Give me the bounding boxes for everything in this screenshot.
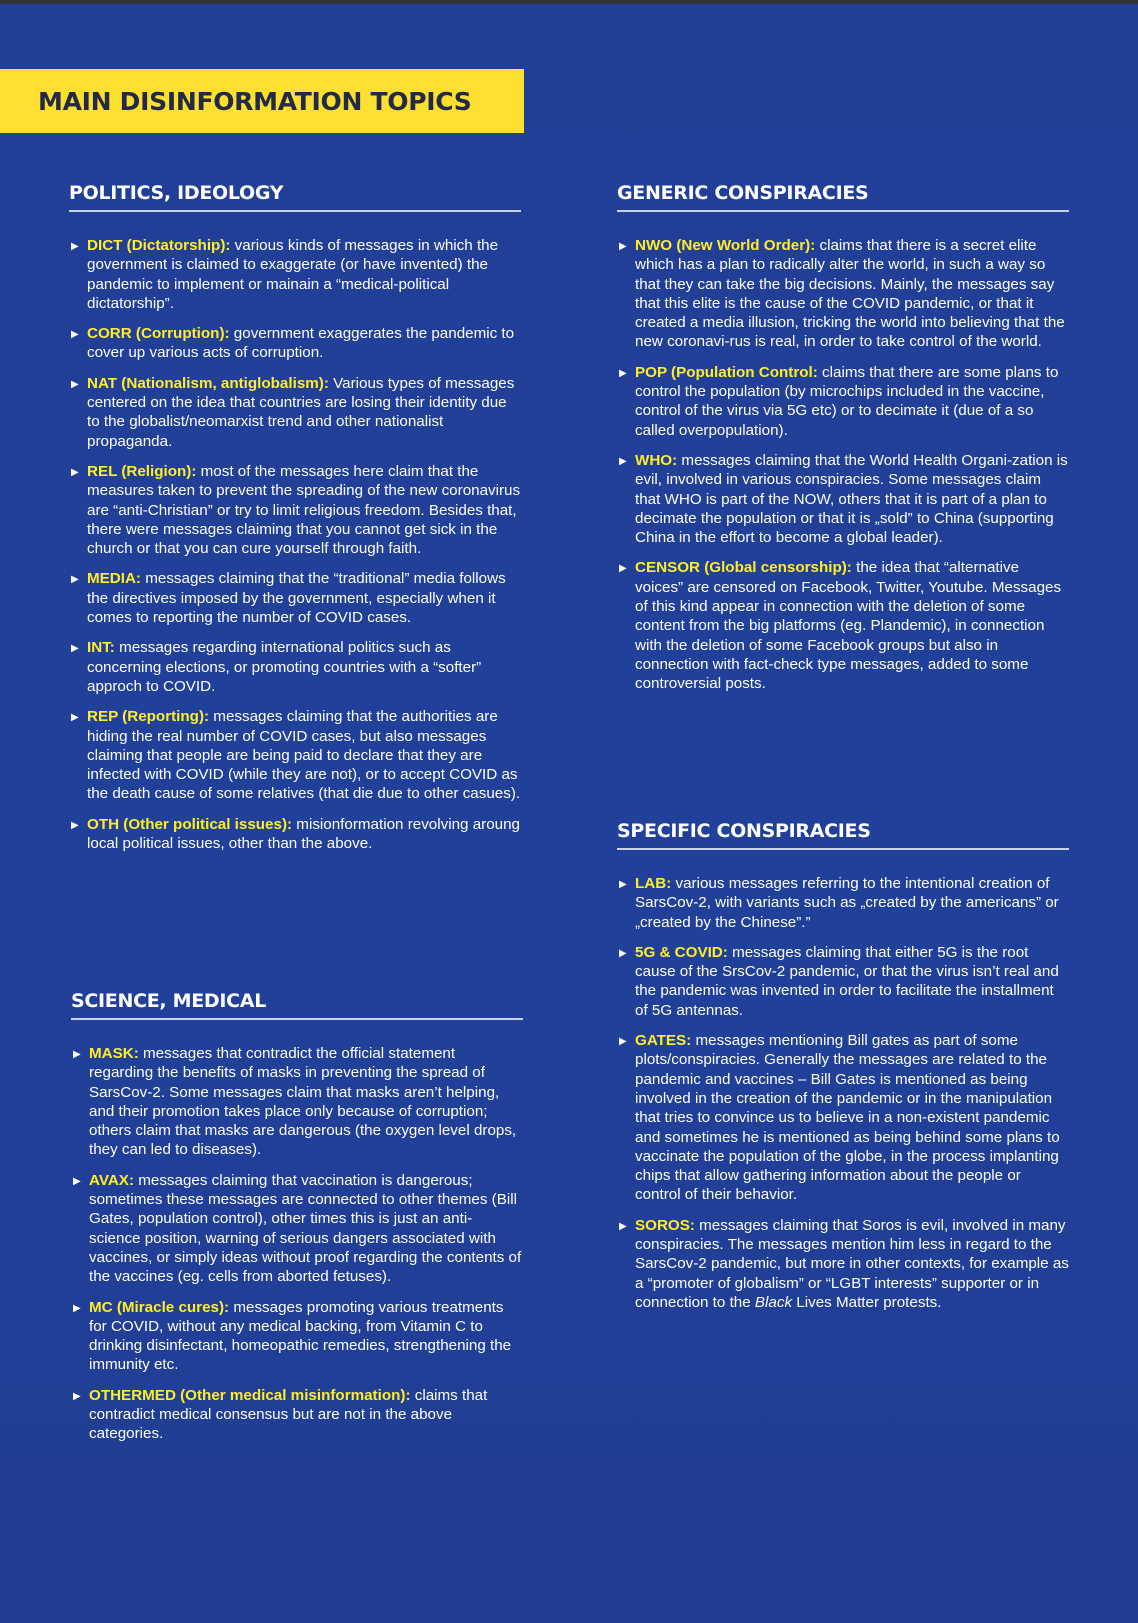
topic-key: CENSOR (Global censorship): [635, 559, 852, 577]
topic-description: messages promoting various treatments for COVID, without any medical backing, from Vitamin C to drinking disinfectant, homeopathic remedies, strengthening the immunity etc. [89, 1298, 512, 1374]
topic-item [71, 1044, 523, 1160]
triangle-bullet-icon: ▶ [71, 643, 79, 655]
triangle-bullet-icon: ▶ [619, 367, 627, 379]
topic-description: claims that there is a secret elite which has a plan to radically alter the world, in such a way so that they can take the big decisions. Mainly, the messages say that this elite is the cause of the COVID pandemic, or that it created a media illusion, tricking the world into believing that the new coronavi-rus is real, in order to take control of the world. [635, 237, 1065, 351]
section-title: POLITICS, IDEOLOGY [69, 182, 521, 212]
topic-key: INT: [87, 639, 115, 657]
triangle-bullet-icon: ▶ [73, 1302, 81, 1314]
document-page [0, 4, 1138, 1623]
triangle-bullet-icon: ▶ [73, 1390, 81, 1402]
topic-description-text: messages claiming that Soros is evil, involved in many conspiracies. The messages mention him less in regard to the SarsCov-2 pandemic, but more in other contexts, for example as a “promoter of globalism” or “LGBT interests” supporter or in connection to the [635, 1216, 1069, 1311]
triangle-bullet-icon: ▶ [619, 563, 627, 575]
topic-key: WHO: [635, 451, 678, 469]
topic-key: CORR (Corruption): [87, 325, 230, 343]
section-generic-conspiracies [617, 182, 1069, 705]
section-title: SPECIFIC CONSPIRACIES [617, 820, 1069, 850]
main-title-banner [0, 69, 524, 133]
topic-key: REP (Reporting): [87, 708, 210, 726]
triangle-bullet-icon: ▶ [73, 1049, 81, 1060]
topic-description: messages claiming that the “traditional” media follows the directives imposed by the government, especially when it comes to reporting the number of COVID cases. [87, 570, 506, 627]
page-title: MAIN DISINFORMATION TOPICS [38, 86, 472, 116]
triangle-bullet-icon: ▶ [73, 1175, 81, 1187]
topic-key: GATES: [635, 1032, 692, 1050]
topic-item [71, 1298, 523, 1375]
topic-description-tail: Lives Matter protests. [796, 1293, 942, 1311]
triangle-bullet-icon: ▶ [619, 947, 627, 959]
topic-item [617, 1031, 1069, 1205]
topic-description: Various types of messages centered on the idea that countries are losing their identity due to the globalist/neomarxist trend and other nationalist propaganda. [87, 374, 515, 450]
topic-description: the idea that “alternative voices” are censored on Facebook, Twitter, Youtube. Messages of this kind appear in connection with the deletion of some content from the big platforms (eg. Plandemic), in connection with the deletion of some Facebook groups but also in connection with fact-check type messages, added to some controversial posts. [635, 559, 1062, 693]
topic-key: LAB: [635, 875, 672, 892]
topic-description: messages mentioning Bill gates as part of some plots/conspiracies. Generally the messages are related to the pandemic and vaccines – Bill Gates is mentioned as being involved in the creation of the pandemic or in the manipulation that tries to convince us to believe in a non-existent pandemic and sometimes he is mentioned as being behind some plans to vaccinate the population of the globe, in the process implanting chips that allow gathering information about the people or control of their behavior. [635, 1032, 1060, 1204]
triangle-bullet-icon: ▶ [619, 455, 627, 467]
topic-item [69, 569, 521, 627]
topic-item [71, 1171, 523, 1287]
topic-key: MASK: [89, 1045, 139, 1062]
topic-key: 5G & COVID: [635, 943, 728, 961]
topic-description: claims that there are some plans to control the population (by microchips included in the vaccine, control of the virus via 5G etc) or to decimate it (due of a so called overpopulation). [635, 363, 1059, 439]
topic-description: misionformation revolving aroung local political issues, other than the above. [87, 815, 521, 853]
topic-item [617, 1216, 1069, 1312]
topic-key: AVAX: [89, 1171, 134, 1189]
topic-list [617, 236, 1069, 694]
section-title: SCIENCE, MEDICAL [71, 990, 523, 1020]
topic-key: NAT (Nationalism, antiglobalism): [87, 374, 329, 392]
topic-item [617, 363, 1069, 440]
topic-item [617, 558, 1069, 693]
triangle-bullet-icon: ▶ [71, 378, 79, 390]
topic-key: DICT (Dictatorship): [87, 237, 231, 254]
topic-description: government exaggerates the pandemic to cover up various acts of corruption. [87, 325, 515, 362]
topic-description: various kinds of messages in which the government is claimed to exaggerate (or have invented) the pandemic to implement or mainain a “medical-political dictatorship”. [87, 237, 499, 312]
topic-description: various messages referring to the intentional creation of SarsCov-2, with variants such as „created by the americans” or „created by the Chinese”.” [635, 875, 1059, 931]
topic-description: claims that contradict medical consensus but are not in the above categories. [89, 1386, 488, 1443]
triangle-bullet-icon: ▶ [71, 574, 79, 586]
section-science [71, 990, 523, 1455]
section-specific-conspiracies [617, 820, 1069, 1323]
topic-key: MEDIA: [87, 570, 141, 588]
topic-key: MC (Miracle cures): [89, 1298, 230, 1316]
topic-key: OTHERMED (Other medical misinformation): [89, 1386, 411, 1404]
section-politics [69, 182, 521, 864]
topic-item [69, 815, 521, 854]
topic-key: SOROS: [635, 1216, 695, 1234]
topic-item [69, 236, 521, 313]
topic-key: OTH (Other political issues): [87, 815, 293, 833]
topic-description: messages claiming that vaccination is dangerous; sometimes these messages are connected to other themes (Bill Gates, population control), other times this is just an anti-science position, warning of serious dangers associated with vaccines, or simply ideas without proof regarding the contents of the vaccines (eg. cells from aborted fetuses). [89, 1171, 522, 1286]
triangle-bullet-icon: ▶ [619, 1220, 627, 1232]
triangle-bullet-icon: ▶ [71, 466, 79, 478]
topic-item [69, 638, 521, 696]
topic-list [69, 236, 521, 853]
topic-description [635, 1217, 1069, 1311]
triangle-bullet-icon: ▶ [71, 712, 79, 724]
topic-item [69, 707, 521, 803]
topic-item [69, 324, 521, 363]
topic-description: messages claiming that either 5G is the root cause of the SrsCov-2 pandemic, or that the virus isn’t real and the pandemic was invented in order to facilitate the installment of 5G antennas. [635, 943, 1059, 1019]
topic-item [617, 236, 1069, 352]
triangle-bullet-icon: ▶ [619, 879, 627, 890]
topic-key: REL (Religion): [87, 462, 197, 480]
triangle-bullet-icon: ▶ [71, 819, 79, 831]
topic-item [617, 874, 1069, 932]
topic-list [71, 1044, 523, 1444]
topic-description: messages claiming that the authorities are hiding the real number of COVID cases, but also messages claiming that people are being paid to declare that they are infected with COVID (while they are not), or to accept COVID as the death cause of some relatives (that die due to other casues). [87, 708, 521, 803]
topic-description: messages regarding international politics such as concerning elections, or promoting countries with a “softer” approch to COVID. [87, 639, 482, 695]
topic-item [617, 943, 1069, 1020]
topic-description: messages claiming that the World Health Organi-zation is evil, involved in various conspiracies. Some messages claim that WHO is part of the NOW, others that it is part of a plan to decimate the population or that it is „sold” to China (supporting China in the effort to become a global leader). [635, 451, 1068, 547]
section-title: GENERIC CONSPIRACIES [617, 182, 1069, 212]
topic-item [71, 1386, 523, 1444]
topic-description: most of the messages here claim that the measures taken to prevent the spreading of the new coronavirus are “anti-Christian” or try to limit religious freedom. Besides that, there were messages claiming that you cannot get sick in the church or that you can cure yourself through faith. [87, 462, 521, 558]
topic-item [69, 374, 521, 451]
topic-list [617, 874, 1069, 1312]
triangle-bullet-icon: ▶ [71, 329, 79, 341]
topic-item [617, 451, 1069, 547]
triangle-bullet-icon: ▶ [619, 241, 627, 252]
topic-key: NWO (New World Order): [635, 237, 816, 254]
topic-description: messages that contradict the official statement regarding the benefits of masks in preventing the spread of SarsCov-2. Some messages claim that masks aren’t helping, and their promotion takes place only because of corruption; others claim that masks are dangerous (the oxygen level drops, they can led to diseases). [89, 1045, 517, 1159]
topic-item [69, 462, 521, 558]
triangle-bullet-icon: ▶ [619, 1036, 627, 1048]
topic-description-italic: Black [754, 1293, 793, 1311]
triangle-bullet-icon: ▶ [71, 241, 79, 252]
topic-key: POP (Population Control: [635, 363, 818, 381]
